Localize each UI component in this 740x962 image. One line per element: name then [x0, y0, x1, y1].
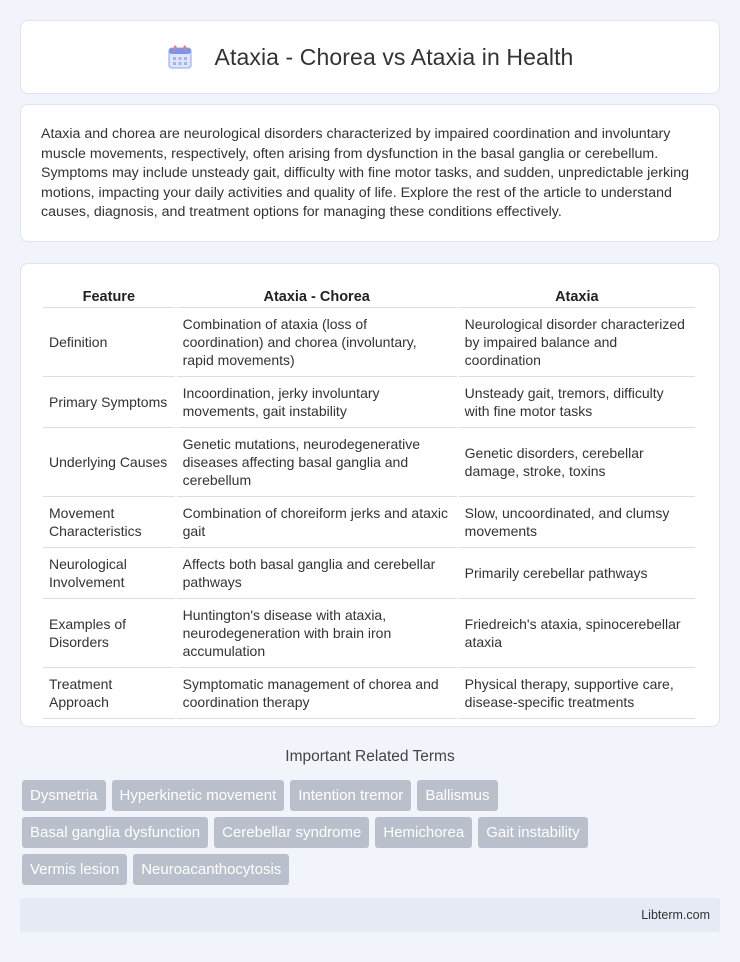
table-cell: Definition: [43, 308, 175, 377]
related-term-tag[interactable]: Basal ganglia dysfunction: [22, 817, 208, 848]
header-ataxia-chorea: Ataxia - Chorea: [177, 280, 457, 308]
header-card: [20, 20, 720, 94]
related-term-tag[interactable]: Vermis lesion: [22, 854, 127, 885]
comparison-table: [41, 280, 697, 719]
table-cell: Neurological disorder characterized by impaired balance and coordination: [459, 308, 695, 377]
table-row: [43, 377, 695, 428]
tag-row: [22, 780, 722, 811]
table-cell: Primarily cerebellar pathways: [459, 548, 695, 599]
related-term-tag[interactable]: Gait instability: [478, 817, 587, 848]
table-row: [43, 548, 695, 599]
table-cell: Friedreich's ataxia, spinocerebellar ataxia: [459, 599, 695, 668]
header-feature: Feature: [43, 280, 175, 308]
related-term-tag[interactable]: Cerebellar syndrome: [214, 817, 369, 848]
table-cell: Movement Characteristics: [43, 497, 175, 548]
footer: [20, 898, 720, 932]
table-cell: Unsteady gait, tremors, difficulty with fine motor tasks: [459, 377, 695, 428]
related-term-tag[interactable]: Neuroacanthocytosis: [133, 854, 289, 885]
table-cell: Treatment Approach: [43, 668, 175, 719]
table-cell: Neurological Involvement: [43, 548, 175, 599]
table-cell: Underlying Causes: [43, 428, 175, 497]
tag-row: [22, 817, 722, 848]
related-term-tag[interactable]: Intention tremor: [290, 780, 411, 811]
table-row: [43, 599, 695, 668]
table-cell: Examples of Disorders: [43, 599, 175, 668]
intro-card: [20, 104, 720, 242]
related-terms-title: Important Related Terms: [285, 748, 455, 765]
related-term-tag[interactable]: Hemichorea: [375, 817, 472, 848]
table-row: [43, 428, 695, 497]
table-cell: Incoordination, jerky involuntary movements, gait instability: [177, 377, 457, 428]
table-cell: Primary Symptoms: [43, 377, 175, 428]
table-row: [43, 497, 695, 548]
table-cell: Combination of choreiform jerks and ataxic gait: [177, 497, 457, 548]
intro-text: Ataxia and chorea are neurological disorders characterized by impaired coordination and involuntary muscle movements, respectively, often arising from dysfunction in the basal ganglia or cerebellum. Symptoms may include unsteady gait, difficulty with fine motor tasks, and sudden, unpredictable jerking motions, impacting your daily activities and quality of life. Explore the rest of the article to understand causes, diagnosis, and treatment options for managing these conditions effectively.: [41, 126, 689, 220]
page-title: Ataxia - Chorea vs Ataxia in Health: [214, 43, 574, 70]
footer-link[interactable]: Libterm.com: [641, 908, 710, 922]
comparison-table-card: [20, 263, 720, 727]
table-row: [43, 668, 695, 719]
related-terms-list: [22, 780, 722, 891]
table-header-row: [43, 280, 695, 308]
tag-row: [22, 854, 722, 885]
table-cell: Huntington's disease with ataxia, neurodegeneration with brain iron accumulation: [177, 599, 457, 668]
table-cell: Affects both basal ganglia and cerebellar pathways: [177, 548, 457, 599]
table-cell: Combination of ataxia (loss of coordination) and chorea (involuntary, rapid movements): [177, 308, 457, 377]
calendar-icon: [167, 44, 193, 70]
header-ataxia: Ataxia: [459, 280, 695, 308]
related-term-tag[interactable]: Ballismus: [417, 780, 497, 811]
table-cell: Slow, uncoordinated, and clumsy movements: [459, 497, 695, 548]
table-row: [43, 308, 695, 377]
table-cell: Genetic mutations, neurodegenerative diseases affecting basal ganglia and cerebellum: [177, 428, 457, 497]
table-cell: Symptomatic management of chorea and coordination therapy: [177, 668, 457, 719]
related-term-tag[interactable]: Hyperkinetic movement: [112, 780, 285, 811]
table-cell: Physical therapy, supportive care, disease-specific treatments: [459, 668, 695, 719]
table-cell: Genetic disorders, cerebellar damage, stroke, toxins: [459, 428, 695, 497]
related-term-tag[interactable]: Dysmetria: [22, 780, 106, 811]
